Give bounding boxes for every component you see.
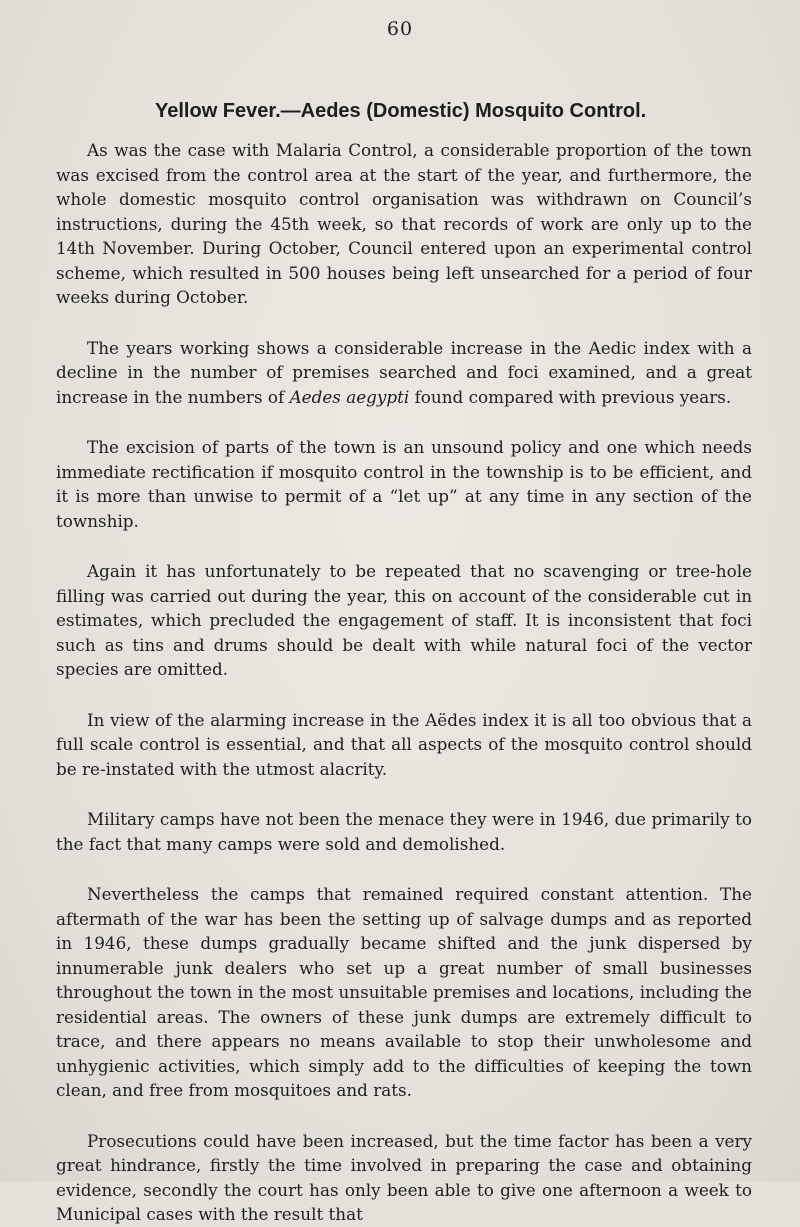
paragraph-military-camps: Military camps have not been the menace they were in 1946, due primarily to the fact that many camps were sold and demolished. — [56, 809, 752, 854]
paragraph-excision-policy: The excision of parts of the town is an unsound policy and one which needs immediate rectification if mosquito control in the township is to be efficient, and it is more than unwise to permit of a “let up” at any time in any section of the township. — [56, 437, 752, 531]
paragraph-malaria-comparison: As was the case with Malaria Control, a considerable proportion of the town was excised from the control area at the start of the year, and furthermore, the whole domestic mosquito control organisation was withdrawn on Council’s instructions, during the 45th week, so that records of work are only up to the 14th November. During October, Council entered upon an experimental control scheme, which resulted in 500 houses being left unsearched for a period of four weeks during October. — [56, 140, 752, 307]
paragraph-salvage-dumps: Nevertheless the camps that remained required constant attention. The aftermath of the war has been the setting up of salvage dumps and as reported in 1946, these dumps gradually became shifted and the junk dispersed by innumerable junk dealers who set up a great number of small businesses throughout the town in the most unsuitable premises and locations, including the residential areas. The owners of these junk dumps are extremely difficult to trace, and there appears no means available to stop their unwholesome and unhygienic activities, which simply add to the difficulties of keeping the town clean, and free from mosquitoes and rats. — [56, 884, 752, 1100]
paragraph-years-working-text-1: The years working shows a considerable increase in the Aedic index with a decline in the number of premises searched and foci examined, and a great increase in the numbers of — [56, 337, 752, 407]
paragraph-prosecutions: Prosecutions could have been increased, but the time factor has been a very great hindrance, firstly the time involved in preparing the case and obtaining evidence, secondly the court has only been able to give one afternoon a week to Municipal cases with the result that — [56, 1130, 752, 1224]
species-name: Aedes aegypti — [289, 386, 410, 407]
paragraph-aedes-index: In view of the alarming increase in the Aëdes index it is all too obvious that a full scale control is essential, and that all aspects of the mosquito control should be re-instated with the utmost alacrity. — [56, 709, 752, 779]
paragraph-scavenging: Again it has unfortunately to be repeated that no scavenging or tree-hole filling was carried out during the year, this on account of the considerable cut in estimates, which precluded the engagement of staff. It is inconsistent that foci such as tins and drums should be dealt with while natural foci of the vector species are omitted. — [56, 561, 752, 679]
body-text — [56, 138, 752, 1227]
page-number: 60 — [386, 18, 414, 40]
section-heading: Yellow Fever.—Aedes (Domestic) Mosquito Control. — [155, 100, 647, 122]
paragraph-years-working — [56, 336, 752, 410]
paragraph-years-working-text-2: found compared with previous years. — [409, 386, 732, 407]
